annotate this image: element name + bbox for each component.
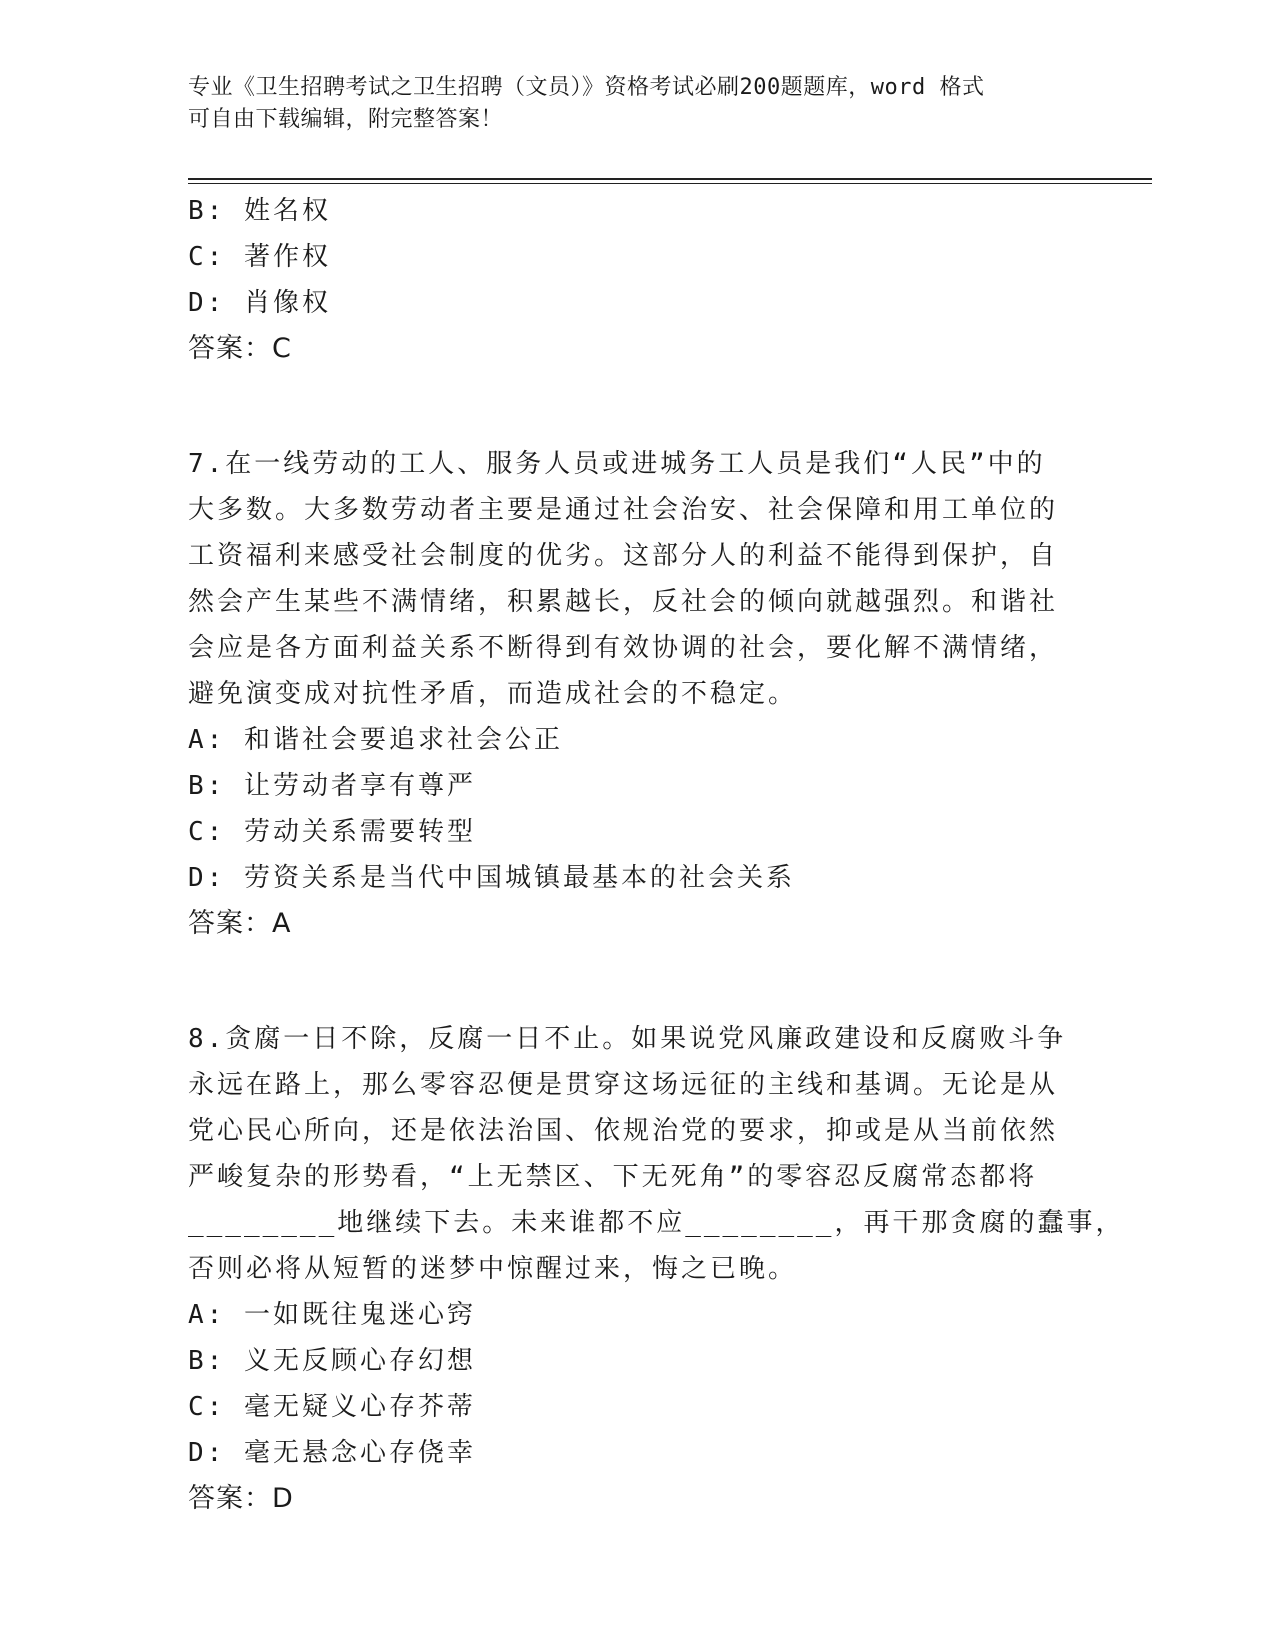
header-line-2: 可自由下载编辑，附完整答案！ xyxy=(188,107,504,132)
stem-line: 会应是各方面利益关系不断得到有效协调的社会，要化解不满情绪， xyxy=(188,633,1059,663)
question-7 xyxy=(188,441,1068,947)
header-line-1: 专业《卫生招聘考试之卫生招聘（文员）》资格考试必刷200题题库，word 格式 xyxy=(188,75,985,100)
spacer xyxy=(188,372,1068,441)
answer-line: 答案：D xyxy=(188,1483,294,1514)
stem-line: 永远在路上，那么零容忍便是贯穿这场远征的主线和基调。无论是从 xyxy=(188,1070,1059,1100)
spacer xyxy=(188,947,1068,1016)
prev-question xyxy=(188,188,1068,372)
option-c: C: 著作权 xyxy=(188,242,331,272)
option-d: D: 肖像权 xyxy=(188,288,331,318)
question-8 xyxy=(188,1016,1125,1522)
answer-line: 答案：C xyxy=(188,333,292,364)
header-divider-thin xyxy=(188,183,1152,184)
stem-line: 8.贪腐一日不除，反腐一日不止。如果说党风廉政建设和反腐败斗争 xyxy=(188,1024,1067,1054)
question-stem xyxy=(188,441,1068,717)
stem-line: 否则必将从短暂的迷梦中惊醒过来，悔之已晚。 xyxy=(188,1254,798,1284)
option-a: A: 一如既往鬼迷心窍 xyxy=(188,1300,476,1330)
stem-line: 严峻复杂的形势看，“上无禁区、下无死角”的零容忍反腐常态都将 xyxy=(188,1162,1038,1192)
header-divider-thick xyxy=(188,178,1152,180)
option-d: D: 劳资关系是当代中国城镇最基本的社会关系 xyxy=(188,863,795,893)
option-a: A: 和谐社会要追求社会公正 xyxy=(188,725,563,755)
option-d: D: 毫无悬念心存侥幸 xyxy=(188,1438,476,1468)
stem-line: ________地继续下去。未来谁都不应________，再干那贪腐的蠢事， xyxy=(188,1208,1125,1238)
option-c: C: 毫无疑义心存芥蒂 xyxy=(188,1392,476,1422)
stem-line: 然会产生某些不满情绪，积累越长，反社会的倾向就越强烈。和谐社 xyxy=(188,587,1059,617)
option-b: B: 姓名权 xyxy=(188,196,331,226)
stem-line: 7.在一线劳动的工人、服务人员或进城务工人员是我们“人民”中的 xyxy=(188,449,1046,479)
question-content xyxy=(188,188,1125,1522)
question-stem xyxy=(188,1016,1125,1292)
stem-line: 党心民心所向，还是依法治国、依规治党的要求，抑或是从当前依然 xyxy=(188,1116,1059,1146)
option-c: C: 劳动关系需要转型 xyxy=(188,817,476,847)
option-b: B: 让劳动者享有尊严 xyxy=(188,771,476,801)
answer-line: 答案：A xyxy=(188,908,292,939)
stem-line: 避免演变成对抗性矛盾，而造成社会的不稳定。 xyxy=(188,679,798,709)
document-header xyxy=(188,72,1068,136)
option-b: B: 义无反顾心存幻想 xyxy=(188,1346,476,1376)
stem-line: 大多数。大多数劳动者主要是通过社会治安、社会保障和用工单位的 xyxy=(188,495,1059,525)
stem-line: 工资福利来感受社会制度的优劣。这部分人的利益不能得到保护，自 xyxy=(188,541,1059,571)
